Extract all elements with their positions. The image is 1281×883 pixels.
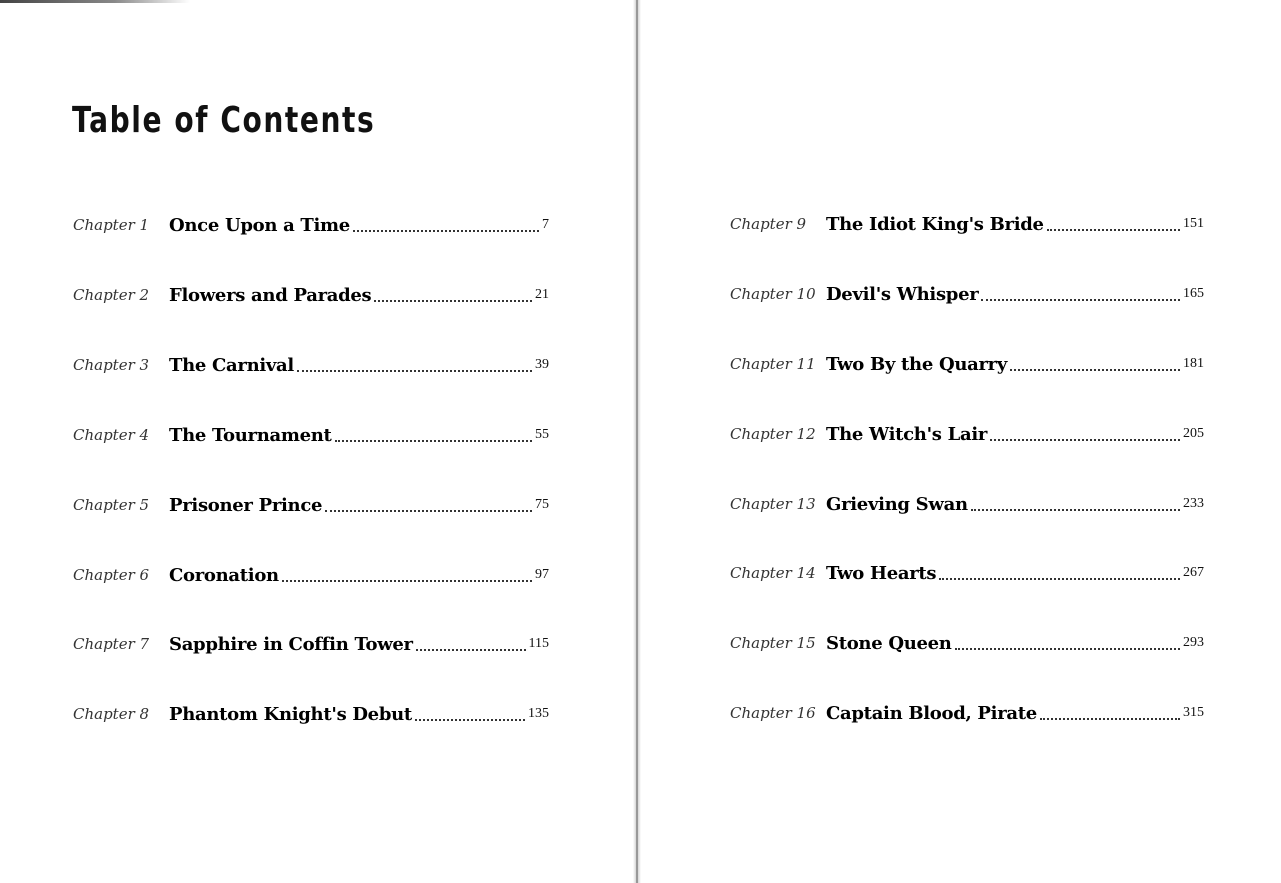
chapter-label: Chapter 13 [730,495,816,513]
chapter-title: Grieving Swan [826,493,968,515]
chapter-label: Chapter 16 [730,704,816,722]
toc-entry-chapter-11[interactable] [730,349,1204,379]
dot-leader [335,439,532,442]
page-number: 293 [1183,635,1204,650]
chapter-label: Chapter 7 [73,635,150,653]
toc-entry-chapter-9[interactable] [730,209,1204,239]
toc-entry-chapter-15[interactable] [730,628,1204,658]
book-gutter [633,0,641,883]
page-number: 75 [535,497,549,512]
chapter-label: Chapter 9 [730,215,807,233]
chapter-title: Phantom Knight's Debut [169,703,412,725]
chapter-label: Chapter 15 [730,634,816,652]
toc-entry-chapter-3[interactable] [73,350,549,380]
toc-entry-chapter-12[interactable] [730,419,1204,449]
chapter-label: Chapter 14 [730,564,816,582]
dot-leader [297,369,532,372]
dot-leader [1010,368,1180,371]
toc-entry-chapter-8[interactable] [73,699,549,729]
dot-leader [415,718,525,721]
page-number: 97 [535,567,549,582]
page-number: 115 [528,636,549,651]
dot-leader [1047,228,1180,231]
toc-entry-chapter-7[interactable] [73,629,549,659]
toc-entry-chapter-2[interactable] [73,280,549,310]
toc-entry-chapter-14[interactable] [730,558,1204,588]
page-number: 205 [1183,426,1204,441]
chapter-title: Two Hearts [826,562,937,584]
chapter-title: Devil's Whisper [826,283,979,305]
page-number: 39 [535,357,549,372]
page-number: 181 [1183,356,1204,371]
chapter-title: The Tournament [169,424,332,446]
toc-entry-chapter-10[interactable] [730,279,1204,309]
chapter-title: Stone Queen [826,632,952,654]
dot-leader [374,299,532,302]
dot-leader [981,298,1180,301]
dot-leader [353,229,539,232]
chapter-title: The Idiot King's Bride [826,213,1044,235]
chapter-label: Chapter 2 [73,286,150,304]
dot-leader [939,577,1180,580]
chapter-label: Chapter 11 [730,355,816,373]
chapter-label: Chapter 5 [73,496,150,514]
right-page [642,0,1281,883]
chapter-title: Prisoner Prince [169,494,323,516]
page-number: 315 [1183,705,1204,720]
toc-entry-chapter-5[interactable] [73,490,549,520]
dot-leader [416,648,526,651]
dot-leader [282,579,532,582]
toc-entry-chapter-4[interactable] [73,420,549,450]
page-number: 165 [1183,286,1204,301]
toc-entry-chapter-1[interactable] [73,210,549,240]
chapter-label: Chapter 4 [73,426,150,444]
chapter-title: Flowers and Parades [169,284,372,306]
page-number: 267 [1183,565,1204,580]
dot-leader [990,438,1180,441]
page-title: Table of Contents [72,100,376,141]
page-number: 7 [542,217,549,232]
chapter-label: Chapter 12 [730,425,816,443]
chapter-title: Captain Blood, Pirate [826,702,1037,724]
chapter-title: Coronation [169,564,279,586]
page-number: 135 [528,706,549,721]
toc-entry-chapter-13[interactable] [730,489,1204,519]
chapter-title: Sapphire in Coffin Tower [169,633,413,655]
chapter-label: Chapter 1 [73,216,150,234]
left-page [0,0,636,883]
toc-entry-chapter-6[interactable] [73,560,549,590]
chapter-label: Chapter 3 [73,356,150,374]
dot-leader [1040,717,1180,720]
chapter-title: The Carnival [169,354,294,376]
toc-entry-chapter-16[interactable] [730,698,1204,728]
dot-leader [325,509,532,512]
dot-leader [955,647,1180,650]
chapter-label: Chapter 6 [73,566,150,584]
chapter-title: Two By the Quarry [826,353,1007,375]
page-number: 233 [1183,496,1204,511]
chapter-title: The Witch's Lair [826,423,988,445]
page-number: 21 [535,287,549,302]
chapter-label: Chapter 8 [73,705,150,723]
dot-leader [971,508,1180,511]
chapter-title: Once Upon a Time [169,214,350,236]
page-number: 55 [535,427,549,442]
chapter-label: Chapter 10 [730,285,816,303]
page-number: 151 [1183,216,1204,231]
